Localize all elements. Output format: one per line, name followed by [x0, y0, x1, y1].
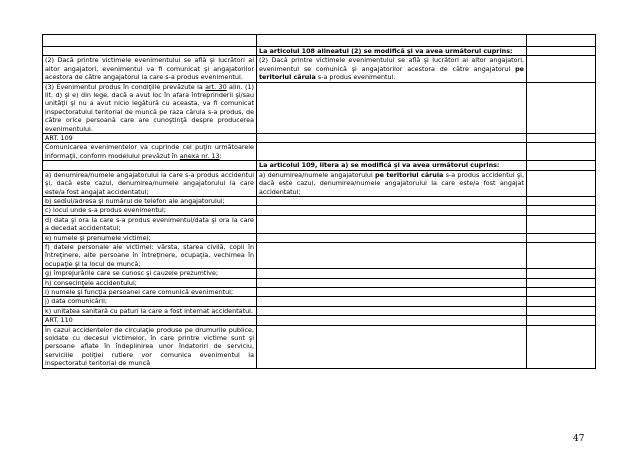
text-span: a) denumirea/numele angajatorului	[259, 170, 376, 179]
cell-empty	[257, 196, 527, 205]
table-row	[43, 215, 596, 233]
amendment-header-108: La articolul 108 alineatul (2) se modifică şi va avea următorul cuprins:	[257, 47, 527, 56]
cell-empty	[527, 325, 596, 368]
text-span: alin. (1) lit. d) şi e) din lege, dacă a avut loc în afara întreprinderii şi/sau unităţii şi nu a avut nicio legătură cu aceasta, va fi comunicat inspectoratului teritorial de muncă pe raza căruia s-a produs, de către orice persoană care are cunoştinţă despre producerea evenimentului.	[45, 82, 255, 133]
cell-empty	[527, 306, 596, 315]
cell-empty	[527, 297, 596, 306]
art110-text: În cazul accidentelor de circulaţie produse pe drumurile publice, soldate cu decesul victimelor, în care printre victime sunt şi persoane aflate în îndeplinirea unor îndatoriri de serviciu, serviciile poliţiei rutiere vor comunica evenimentul la inspectoratul teritorial de muncă	[43, 325, 257, 368]
cell-empty	[527, 206, 596, 215]
text-span: :	[219, 151, 222, 160]
cell-empty	[43, 35, 257, 47]
cell-empty	[257, 297, 527, 306]
cell-empty	[257, 206, 527, 215]
table-row	[43, 56, 596, 82]
cell-empty	[257, 143, 527, 161]
cell-empty	[527, 82, 596, 133]
text-span: s-a produs accidentul şi, dacă este cazul, denumirea/numele angajatorului la care este/a fost angajat accidentatul;	[259, 170, 524, 196]
cell-empty	[527, 56, 596, 82]
art109-heading: ART. 109	[43, 134, 257, 143]
table-row	[43, 206, 596, 215]
table-row	[43, 143, 596, 161]
cell-empty	[257, 233, 527, 242]
table-row	[43, 134, 596, 143]
cell-empty	[257, 316, 527, 325]
cell-empty	[257, 242, 527, 268]
table-row	[43, 82, 596, 133]
cell-empty	[527, 215, 596, 233]
art109-intro	[43, 143, 257, 161]
cell-empty	[527, 287, 596, 296]
cell-empty	[257, 306, 527, 315]
art108-para3	[43, 82, 257, 133]
text-span: (2) Dacă printre victimele evenimentului se află şi lucrători ai altor angajatori, evenimentul se comunică şi angajatorilor acestora de către angajatorul	[259, 56, 524, 73]
art30-link[interactable]: art. 30	[205, 82, 227, 91]
cell-empty	[257, 215, 527, 233]
cell-empty	[527, 143, 596, 161]
art108-para2-amended	[257, 56, 527, 82]
list-item: b) sediul/adresa şi numărul de telefon ale angajatorului;	[43, 196, 257, 205]
cell-empty	[527, 316, 596, 325]
anexa13-link[interactable]: anexa nr. 13	[179, 151, 220, 160]
table-row	[43, 170, 596, 196]
table-row	[43, 196, 596, 205]
table-row	[43, 287, 596, 296]
art109-item-a-amended	[257, 170, 527, 196]
cell-empty	[527, 161, 596, 170]
list-item: i) numele şi funcţia persoanei care comunică evenimentul;	[43, 287, 257, 296]
table-row	[43, 161, 596, 170]
art109-item-a-original: a) denumirea/numele angajatorului la care s-a produs accidentul şi, dacă este cazul, denumirea/numele angajatorului la care este/a fost angajat accidentatul;	[43, 170, 257, 196]
list-item: j) data comunicării;	[43, 297, 257, 306]
bold-text-span: pe teritoriul căruia	[375, 170, 444, 179]
table-row	[43, 297, 596, 306]
text-span: (3) Evenimentul produs în condiţiile prevăzute la	[45, 82, 206, 91]
cell-empty	[257, 82, 527, 133]
art110-heading: ART. 110	[43, 316, 257, 325]
list-item: d) data şi ora la care s-a produs evenimentul/data şi ora la care a decedat accidentatul;	[43, 215, 257, 233]
cell-empty	[527, 170, 596, 196]
table-row	[43, 316, 596, 325]
list-item: f) datele personale ale victimei: vârsta, starea civilă, copii în întreţinere, alte persoane în întreţinere, ocupaţia, vechimea în ocupaţie şi la locul de muncă;	[43, 242, 257, 268]
cell-empty	[527, 278, 596, 287]
amendment-header-109: La articolul 109, litera a) se modifică şi va avea următorul cuprins:	[257, 161, 527, 170]
cell-empty	[257, 287, 527, 296]
cell-empty	[257, 134, 527, 143]
table-row	[43, 269, 596, 278]
cell-empty	[43, 47, 257, 56]
cell-empty	[527, 134, 596, 143]
list-item: h) consecinţele accidentului;	[43, 278, 257, 287]
page-number: 47	[573, 434, 585, 444]
bold-text-span: pe teritoriul căruia	[259, 64, 524, 82]
cell-empty	[257, 325, 527, 368]
cell-empty	[257, 278, 527, 287]
comparison-table	[42, 34, 596, 369]
cell-empty	[527, 269, 596, 278]
cell-empty	[527, 35, 596, 47]
cell-empty	[527, 47, 596, 56]
table-row	[43, 242, 596, 268]
cell-empty	[43, 161, 257, 170]
list-item: g) împrejurările care se cunosc şi cauzele prezumtive;	[43, 269, 257, 278]
table-row	[43, 35, 596, 47]
table-row	[43, 278, 596, 287]
cell-empty	[527, 233, 596, 242]
art108-para2-original: (2) Dacă printre victimele evenimentului se află şi lucrători ai altor angajatori, evenimentul va fi comunicat şi angajatorilor acestora de către angajatorul la care s-a produs evenimentul.	[43, 56, 257, 82]
table-row	[43, 325, 596, 368]
cell-empty	[527, 242, 596, 268]
cell-empty	[527, 196, 596, 205]
list-item: k) unitatea sanitară cu paturi la care a fost internat accidentatul.	[43, 306, 257, 315]
text-span: s-a produs evenimentul.	[315, 73, 396, 82]
table-row	[43, 47, 596, 56]
table-row	[43, 306, 596, 315]
text-span: Comunicarea evenimentelor va cuprinde cel puţin următoarele informaţii, conform modelului prevăzut în	[45, 143, 254, 160]
cell-empty	[257, 269, 527, 278]
cell-empty	[257, 35, 527, 47]
table-row	[43, 233, 596, 242]
list-item: c) locul unde s-a produs evenimentul;	[43, 206, 257, 215]
list-item: e) numele şi prenumele victimei;	[43, 233, 257, 242]
